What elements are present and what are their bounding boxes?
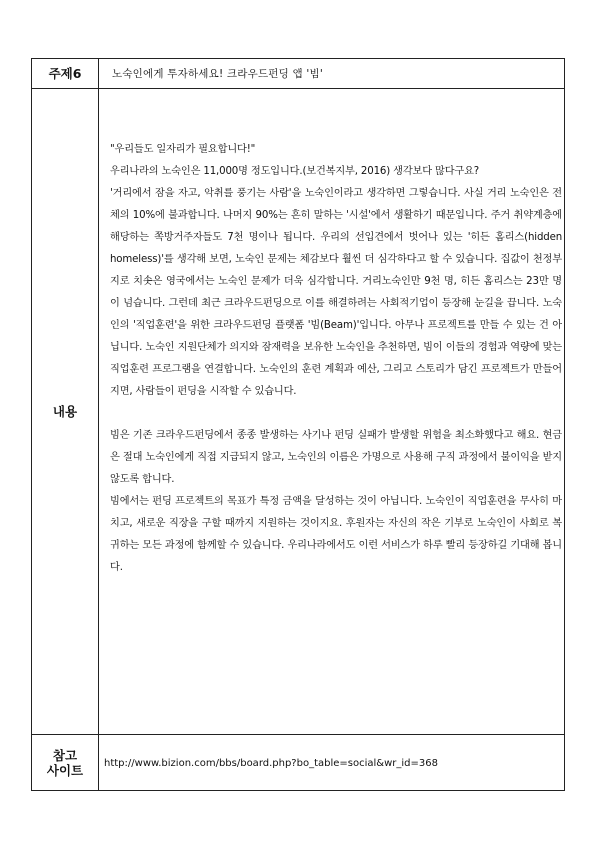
content-label: 내용	[52, 404, 78, 419]
column-divider	[98, 59, 99, 790]
content-paragraph: 우리나라의 노숙인은 11,000명 정도입니다.(보건복지부, 2016) 생각보다 많다구요?	[110, 166, 480, 177]
topic-label: 주제6	[48, 66, 82, 81]
row-divider	[32, 88, 564, 89]
reference-label-line1: 참고	[52, 748, 78, 763]
reference-label	[32, 735, 98, 791]
reference-label-line2: 사이트	[46, 763, 84, 778]
content-body	[110, 139, 562, 579]
reference-url[interactable]: http://www.bizion.com/bbs/board.php?bo_table=social&wr_id=368	[104, 757, 438, 769]
content-paragraph: 빔은 기존 크라우드펀딩에서 종종 발생하는 사기나 펀딩 실패가 발생할 위험을 최소화했다고 해요. 현금은 절대 노숙인에게 직접 지급되지 않고, 노숙인의 이름은 가명으로 사용해 구직 과정에서 불이익을 받지 않도록 합니다.	[110, 430, 562, 485]
info-table	[31, 58, 565, 791]
content-paragraph: 빔에서는 펀딩 프로젝트의 목표가 특정 금액을 달성하는 것이 아닙니다. 노숙인이 직업훈련을 무사히 마치고, 새로운 직장을 구할 때까지 지원하는 것이지요. 후원자는 자신의 작은 기부로 노숙인이 사회로 복귀하는 모든 과정에 함께할 수 있습니다. 우리나라에서도 이런 서비스가 하루 빨리 등장하길 기대해 봅니다.	[110, 496, 562, 573]
content-paragraph: '거리에서 잠을 자고, 악취를 풍기는 사람'을 노숙인이라고 생각하면 그렇습니다. 사실 거리 노숙인은 전체의 10%에 불과합니다. 나머지 90%는 흔히 말하는 '시설'에서 생활하기 때문입니다. 주거 취약계층에 해당하는 쪽방거주자들도 7천 명이나 됩니다. 우리의 선입견에서 벗어나 있는 '히든 홈리스(hidden homeless)'를 생각해 보면, 노숙인 문제는 체감보다 훨씬 더 심각하다고 할 수 있습니다. 집값이 천정부지로 치솟은 영국에서는 노숙인 문제가 더욱 심각합니다. 거리노숙인만 9천 명, 히든 홈리스는 23만 명이 넘습니다. 그런데 최근 크라우드펀딩으로 이를 해결하려는 사회적기업이 등장해 눈길을 끕니다. 노숙인의 '직업훈련'을 위한 크라우드펀딩 플랫폼 '빔(Beam)'입니다. 아무나 프로젝트를 만들 수 있는 건 아닙니다. 노숙인 지원단체가 의지와 잠재력을 보유한 노숙인을 추천하면, 빔이 이들의 경험과 역량에 맞는 직업훈련 프로그램을 연결합니다. 노숙인의 훈련 계획과 예산, 그리고 스토리가 담긴 프로젝트가 만들어지면, 사람들이 펀딩을 시작할 수 있습니다.	[110, 188, 562, 397]
topic-value: 노숙인에게 투자하세요! 크라우드펀딩 앱 '빔'	[112, 68, 323, 80]
content-paragraph: "우리들도 일자리가 필요합니다!"	[110, 144, 256, 155]
